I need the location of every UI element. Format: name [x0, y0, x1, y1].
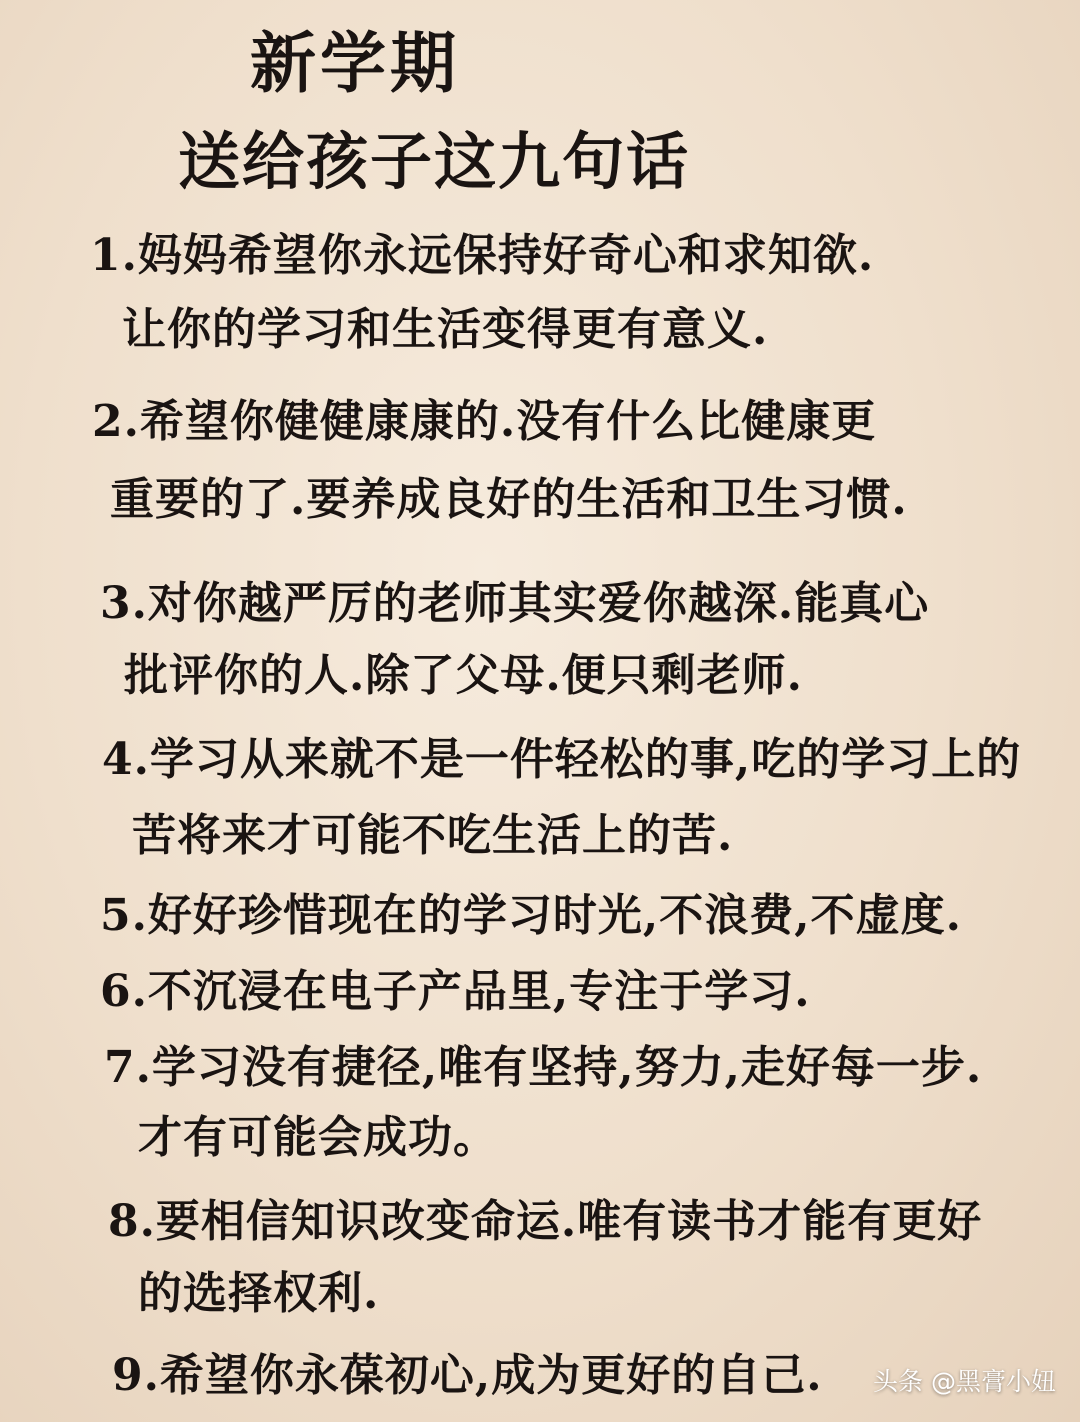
- item-6-line-1: 6.不沉浸在电子产品里,专注于学习.: [100, 966, 811, 1017]
- item-3-line-2: 批评你的人.除了父母.便只剩老师.: [124, 650, 803, 701]
- item-1-line-1: 1.妈妈希望你永远保持好奇心和求知欲.: [90, 230, 875, 281]
- item-1-line-2: 让你的学习和生活变得更有意义.: [122, 304, 769, 355]
- item-4-line-2: 苦将来才可能不吃生活上的苦.: [132, 810, 734, 861]
- item-5-line-1: 5.好好珍惜现在的学习时光,不浪费,不虚度.: [100, 890, 962, 941]
- page-subtitle: 送给孩子这九句话: [178, 125, 691, 198]
- item-2-line-2: 重要的了.要养成良好的生活和卫生习惯.: [110, 474, 908, 525]
- item-9-line-1: 9.希望你永葆初心,成为更好的自己.: [112, 1350, 823, 1401]
- item-2-line-1: 2.希望你健健康康的.没有什么比健康更: [92, 396, 877, 447]
- item-8-line-2: 的选择权利.: [138, 1268, 380, 1319]
- item-7-line-2: 才有可能会成功。: [138, 1112, 498, 1163]
- item-7-line-1: 7.学习没有捷径,唯有坚持,努力,走好每一步.: [104, 1042, 983, 1093]
- page-title: 新学期: [250, 24, 460, 102]
- item-3-line-1: 3.对你越严厉的老师其实爱你越深.能真心: [100, 578, 930, 629]
- source-watermark: 头条 @黑膏小妞: [873, 1367, 1056, 1396]
- item-8-line-1: 8.要相信知识改变命运.唯有读书才能有更好: [108, 1196, 983, 1247]
- item-4-line-1: 4.学习从来就不是一件轻松的事,吃的学习上的: [102, 734, 1022, 785]
